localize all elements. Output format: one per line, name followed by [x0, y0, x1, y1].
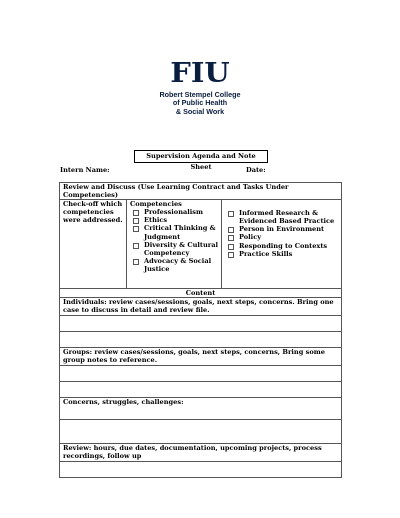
competency-label: Informed Research & Evidenced Based Practice: [239, 209, 335, 226]
notes-row[interactable]: [60, 366, 342, 382]
notes-row[interactable]: [60, 382, 342, 398]
competency-item[interactable]: [130, 224, 218, 240]
competency-item[interactable]: [225, 242, 338, 250]
competency-label: Diversity & Cultural Competency: [144, 240, 218, 257]
checkbox-icon[interactable]: [228, 235, 234, 241]
competency-item[interactable]: [225, 209, 338, 225]
individuals-prompt: Individuals: review cases/sessions, goals, next steps, concerns. Bring one case to discuss in detail and review file.: [60, 298, 342, 316]
date-label: Date:: [246, 166, 266, 174]
notes-row[interactable]: [60, 332, 342, 348]
fiu-logo: [0, 58, 400, 116]
content-header: Content: [60, 289, 342, 298]
checkbox-icon[interactable]: [228, 252, 234, 258]
groups-prompt: Groups: review cases/sessions, goals, next steps, concerns, Bring some group notes to reference.: [60, 348, 342, 366]
checkbox-icon[interactable]: [133, 226, 139, 232]
checkoff-label: Check-off which competencies were addressed.: [60, 200, 127, 289]
competencies-right-cell: [222, 200, 342, 289]
concerns-prompt: Concerns, struggles, challenges:: [60, 398, 342, 420]
checkbox-icon[interactable]: [228, 244, 234, 250]
notes-row[interactable]: [60, 316, 342, 332]
competency-label: Professionalism: [144, 208, 203, 217]
notes-row[interactable]: [60, 462, 342, 478]
supervision-table: [59, 182, 342, 478]
competency-item[interactable]: [130, 257, 218, 273]
document-title: Supervision Agenda and Note Sheet: [134, 150, 268, 163]
competency-item[interactable]: [225, 225, 338, 233]
competency-label: Responding to Contexts: [239, 241, 328, 250]
competency-item[interactable]: [130, 241, 218, 257]
logo-line: & Social Work: [175, 106, 225, 116]
competency-label: Advocacy & Social Justice: [144, 256, 212, 273]
competencies-left-cell: [127, 200, 222, 289]
checkbox-icon[interactable]: [228, 227, 234, 233]
checkbox-icon[interactable]: [228, 211, 234, 217]
review-discuss-header: Review and Discuss (Use Learning Contract and Tasks Under Competencies): [60, 183, 342, 200]
competency-item[interactable]: [130, 216, 218, 224]
checkbox-icon[interactable]: [133, 210, 139, 216]
checkbox-icon[interactable]: [133, 259, 139, 265]
competency-item[interactable]: [225, 250, 338, 258]
competency-label: Person in Environment: [239, 225, 325, 234]
checkbox-icon[interactable]: [133, 218, 139, 224]
logo-line: of Public Health: [172, 98, 228, 108]
review-prompt: Review: hours, due dates, documentation, upcoming projects, process recordings, follow up: [60, 444, 342, 462]
competency-item[interactable]: [225, 233, 338, 241]
competency-label: Ethics: [144, 216, 168, 225]
checkbox-icon[interactable]: [133, 243, 139, 249]
competencies-header: Competencies: [130, 200, 182, 209]
logo-line: Robert Stempel College: [159, 90, 241, 99]
notes-row[interactable]: [60, 420, 342, 444]
competency-label: Critical Thinking & Judgment: [144, 224, 216, 241]
logo-mark: FIU: [170, 57, 230, 89]
competency-label: Practice Skills: [239, 249, 293, 258]
competency-label: Policy: [239, 233, 262, 242]
intern-name-label: Intern Name:: [60, 166, 110, 174]
competency-item[interactable]: [130, 208, 218, 216]
